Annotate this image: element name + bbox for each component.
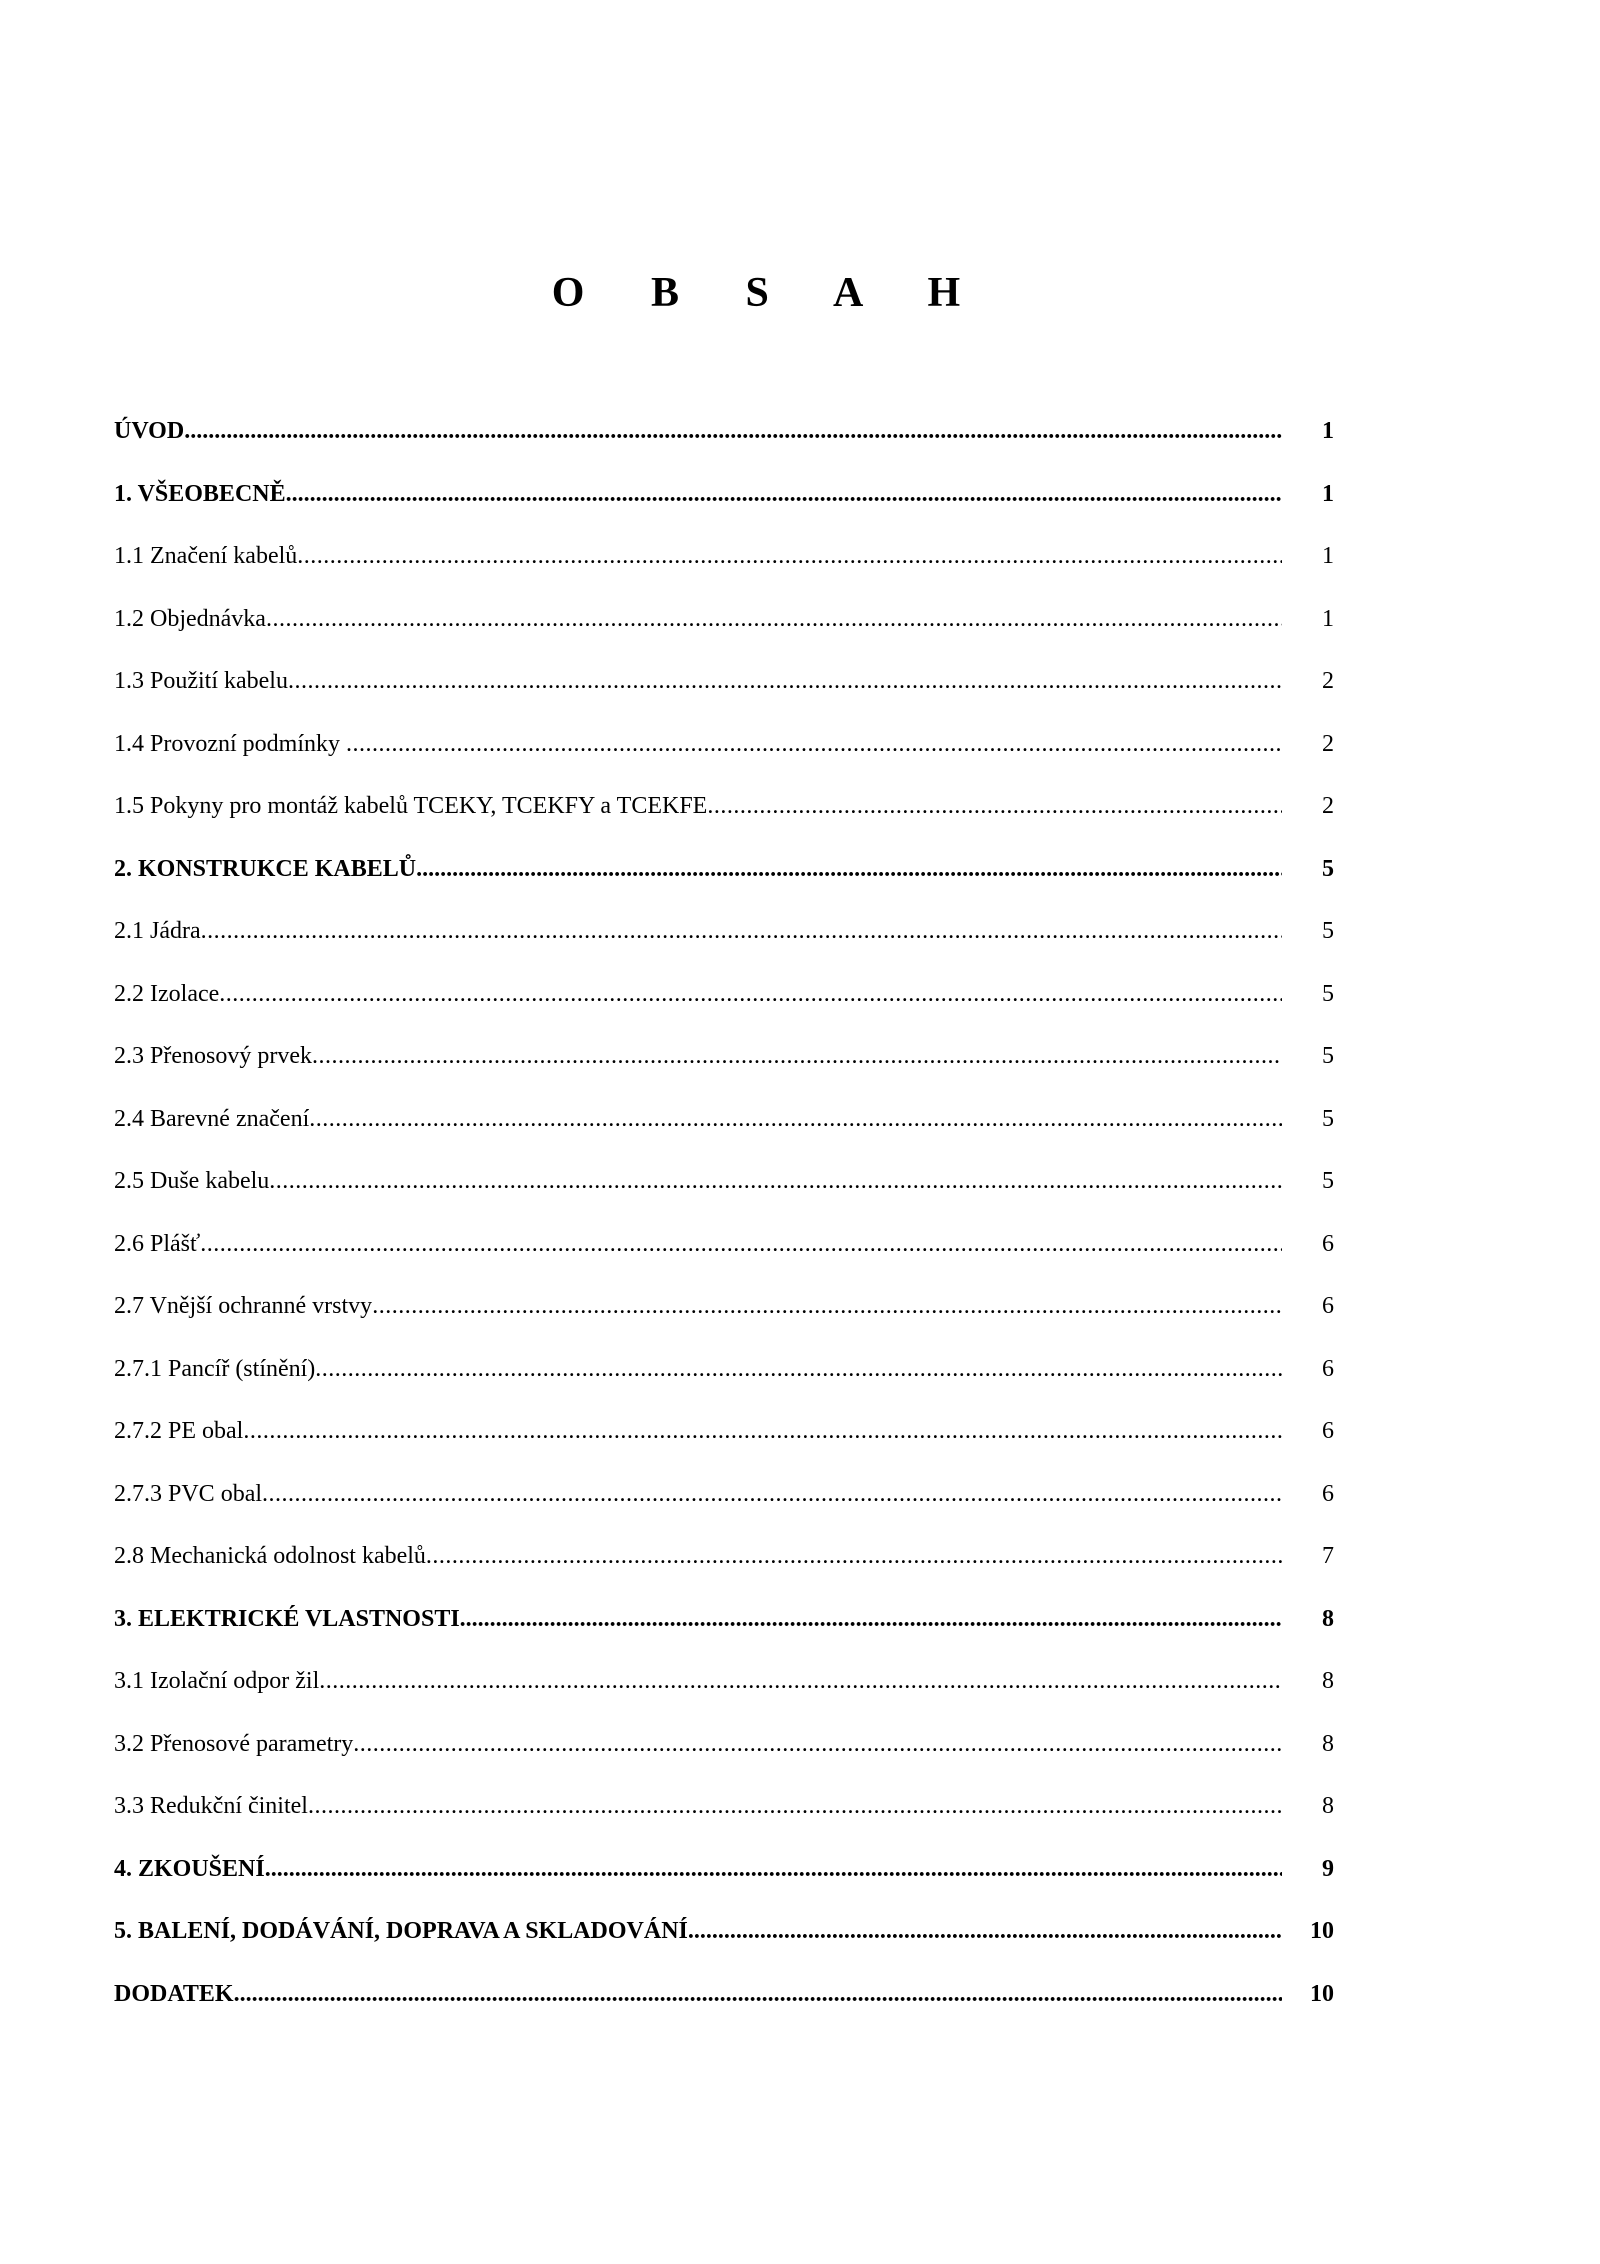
toc-entry-page-number: 6 (1322, 1355, 1334, 1382)
toc-leader-line (114, 1275, 1282, 1338)
toc-entry-page-number: 2 (1322, 668, 1334, 694)
toc-entry[interactable] (114, 1275, 1334, 1338)
toc-entry[interactable] (114, 1338, 1334, 1401)
toc-entry-label: 1.4 Provozní podmínky (114, 730, 346, 757)
toc-entry-page-number: 8 (1322, 1730, 1334, 1757)
toc-entry[interactable] (114, 463, 1334, 526)
toc-leader-line (114, 775, 1282, 838)
toc-leader-line (114, 463, 1282, 526)
toc-leader-line (114, 713, 1282, 776)
toc-leader-line (114, 1713, 1282, 1776)
toc-entry-label: 2.7.2 PE obal (114, 1418, 244, 1444)
toc-entry[interactable] (114, 1650, 1334, 1713)
toc-entry[interactable] (114, 1025, 1334, 1088)
toc-entry-page-number: 5 (1322, 1105, 1334, 1132)
toc-entry-page-number: 5 (1322, 918, 1334, 944)
toc-leader-line (114, 1963, 1282, 2026)
toc-entry-page-number: 5 (1322, 1043, 1334, 1069)
toc-entry-label: DODATEK (114, 1980, 234, 2007)
toc-leader-line (114, 1150, 1282, 1213)
toc-entry-label: 3.2 Přenosové parametry (114, 1730, 354, 1757)
toc-entry-page-number: 6 (1322, 1230, 1334, 1257)
toc-leader-line (114, 963, 1282, 1026)
toc-entry[interactable] (114, 1463, 1334, 1526)
toc-entry-page-number: 6 (1322, 1418, 1334, 1444)
toc-entry-page-number: 5 (1322, 1168, 1334, 1194)
toc-entry[interactable] (114, 1400, 1334, 1463)
toc-entry-page-number: 6 (1322, 1293, 1334, 1319)
toc-entry-page-number: 7 (1322, 1543, 1334, 1569)
toc-entry[interactable] (114, 588, 1334, 651)
toc-entry-label: 2.6 Plášť (114, 1230, 201, 1257)
toc-entry-page-number: 9 (1322, 1855, 1334, 1882)
toc-entry[interactable] (114, 1088, 1334, 1151)
toc-leader-line (114, 1525, 1282, 1588)
toc-entry-label: 2.7.3 PVC obal (114, 1480, 263, 1507)
toc-entry[interactable] (114, 1525, 1334, 1588)
toc-entry[interactable] (114, 900, 1334, 963)
toc-entry-label: 2.8 Mechanická odolnost kabelů (114, 1543, 426, 1569)
toc-entry[interactable] (114, 963, 1334, 1026)
toc-entry[interactable] (114, 1775, 1334, 1838)
toc-entry[interactable] (114, 1588, 1334, 1651)
toc-entry-label: 4. ZKOUŠENÍ (114, 1855, 265, 1882)
toc-entry[interactable] (114, 400, 1334, 463)
toc-entry-label: 2.4 Barevné značení (114, 1105, 310, 1132)
toc-entry-label: 1.1 Značení kabelů (114, 543, 298, 569)
toc-entry-label: 2.7.1 Pancíř (stínění) (114, 1355, 316, 1382)
toc-entry-page-number: 6 (1322, 1480, 1334, 1507)
toc-entry-label: 2.7 Vnější ochranné vrstvy (114, 1293, 373, 1319)
toc-entry[interactable] (114, 1213, 1334, 1276)
toc-leader-line (114, 1838, 1282, 1901)
toc-entry-page-number: 8 (1322, 1605, 1334, 1632)
toc-entry-label: 2.3 Přenosový prvek (114, 1043, 312, 1069)
toc-entry[interactable] (114, 713, 1334, 776)
toc-entry-label: 1.2 Objednávka (114, 605, 266, 632)
toc-entry[interactable] (114, 1150, 1334, 1213)
toc-entry[interactable] (114, 1900, 1334, 1963)
toc-entry-label: ÚVOD (114, 418, 185, 444)
toc-entry[interactable] (114, 838, 1334, 901)
toc-entry[interactable] (114, 1838, 1334, 1901)
toc-leader-line (114, 1650, 1282, 1713)
toc-entry-page-number: 8 (1322, 1668, 1334, 1694)
toc-entry-page-number: 1 (1322, 605, 1334, 632)
toc-entry-page-number: 5 (1322, 980, 1334, 1007)
toc-entry[interactable] (114, 1713, 1334, 1776)
toc-entry-label: 2.2 Izolace (114, 980, 220, 1007)
toc-leader-line (114, 1588, 1282, 1651)
toc-entry[interactable] (114, 525, 1334, 588)
toc-leader-line (114, 1400, 1282, 1463)
toc-entry-page-number: 5 (1322, 855, 1334, 882)
toc-entry-label: 3. ELEKTRICKÉ VLASTNOSTI (114, 1605, 460, 1632)
toc-entry[interactable] (114, 1963, 1334, 2026)
toc-leader-line (114, 1463, 1282, 1526)
toc-entry-label: 3.1 Izolační odpor žil (114, 1668, 320, 1694)
toc-leader-line (114, 1088, 1282, 1151)
toc-entry-label: 1.5 Pokyny pro montáž kabelů TCEKY, TCEKFY a TCEKFE (114, 793, 708, 819)
toc-leader-line (114, 1025, 1282, 1088)
toc-entry-page-number: 1 (1322, 543, 1334, 569)
toc-leader-line (114, 525, 1282, 588)
toc-entry-label: 3.3 Redukční činitel (114, 1793, 308, 1819)
toc-leader-line (114, 650, 1282, 713)
toc-leader-line (114, 1900, 1282, 1963)
toc-entry-page-number: 8 (1322, 1793, 1334, 1819)
toc-entry-page-number: 2 (1322, 793, 1334, 819)
toc-leader-line (114, 900, 1282, 963)
toc-entry-page-number: 10 (1310, 1918, 1334, 1944)
table-of-contents (114, 400, 1334, 2025)
toc-entry-label: 2. KONSTRUKCE KABELŮ (114, 855, 417, 882)
toc-entry[interactable] (114, 775, 1334, 838)
toc-entry-label: 1.3 Použití kabelu (114, 668, 288, 694)
toc-leader-line (114, 588, 1282, 651)
toc-leader-line (114, 1213, 1282, 1276)
toc-leader-line (114, 1775, 1282, 1838)
toc-entry-page-number: 2 (1322, 730, 1334, 757)
toc-leader-line (114, 838, 1282, 901)
toc-entry-page-number: 1 (1322, 418, 1334, 444)
toc-entry-label: 2.1 Jádra (114, 918, 201, 944)
toc-leader-line (114, 1338, 1282, 1401)
toc-entry-label: 5. BALENÍ, DODÁVÁNÍ, DOPRAVA A SKLADOVÁNÍ (114, 1918, 688, 1944)
toc-entry-page-number: 10 (1310, 1980, 1334, 2007)
toc-entry[interactable] (114, 650, 1334, 713)
toc-entry-label: 1. VŠEOBECNĚ (114, 480, 286, 507)
toc-leader-line (114, 400, 1282, 463)
page-title: O B S A H (551, 270, 989, 316)
toc-entry-page-number: 1 (1322, 480, 1334, 507)
toc-entry-label: 2.5 Duše kabelu (114, 1168, 270, 1194)
